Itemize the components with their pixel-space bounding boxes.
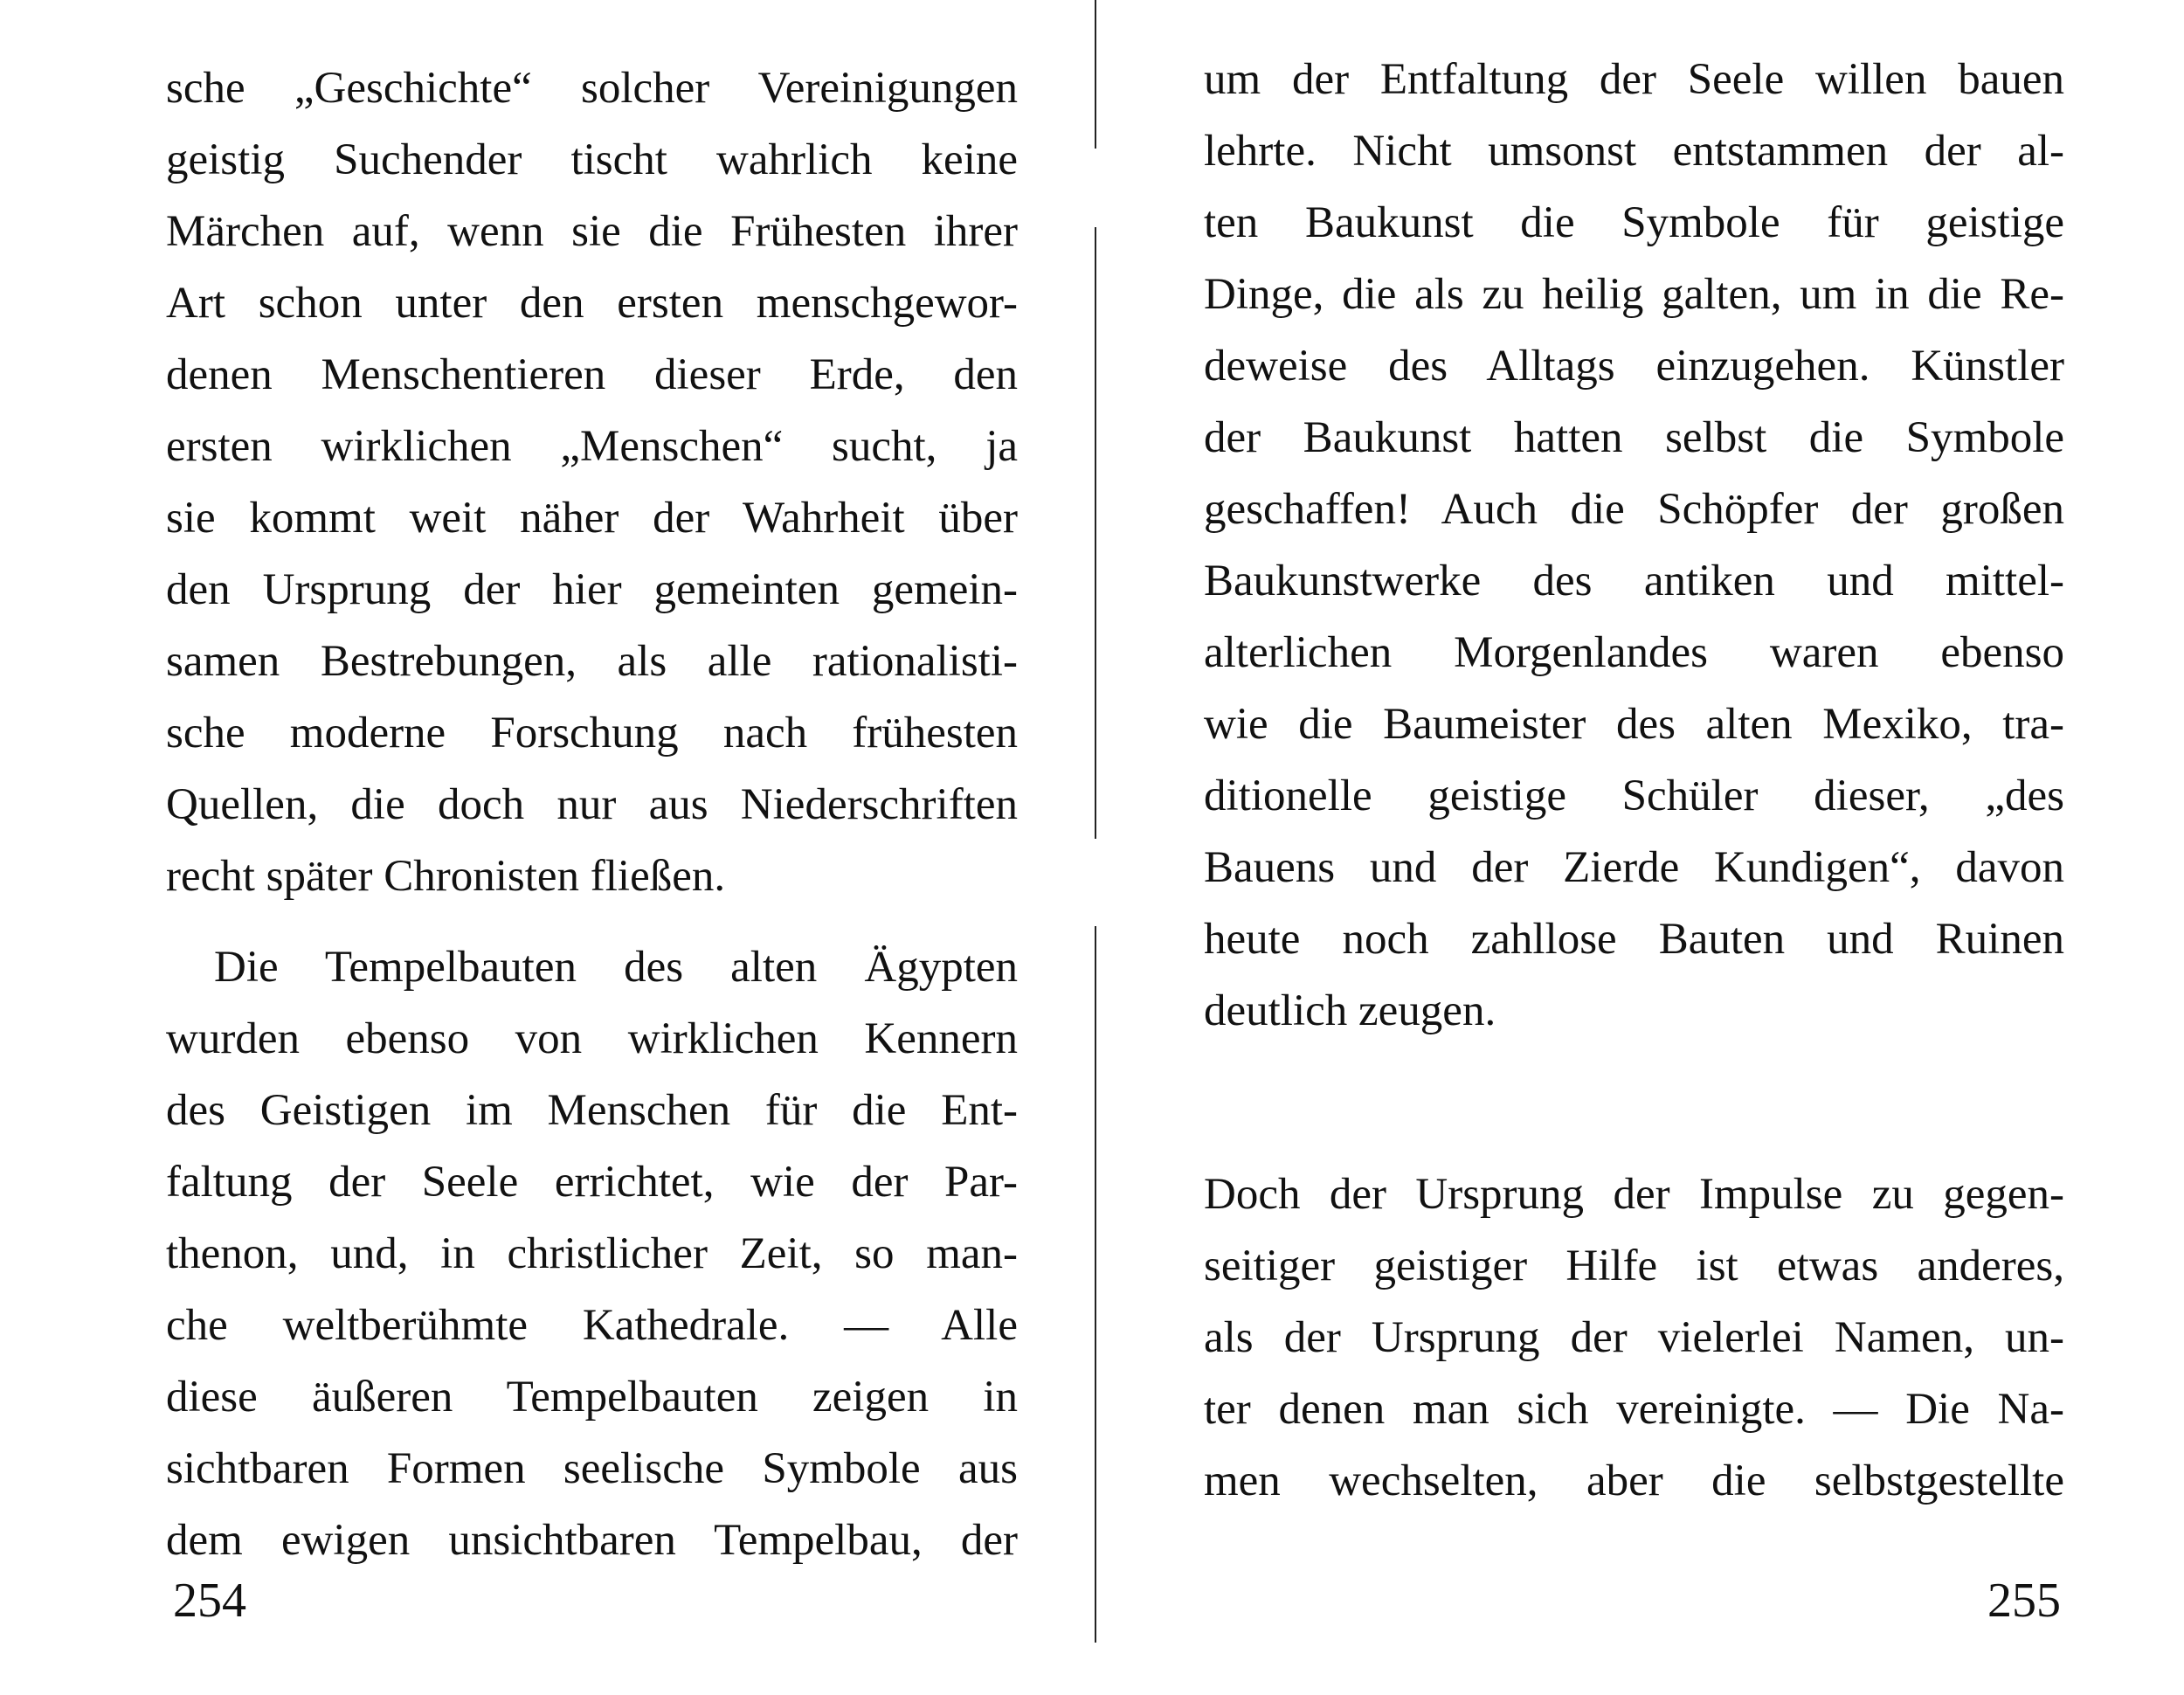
text-line: ditionelle geistige Schüler dieser, „des (1204, 771, 2064, 820)
text-line: den Ursprung der hier gemeinten gemein- (166, 565, 1018, 614)
text-line: faltung der Seele errichtet, wie der Par- (166, 1158, 1018, 1207)
page-number-right: 255 (1987, 1574, 2061, 1628)
gutter-line-middle (1095, 227, 1096, 839)
text-line: che weltberühmte Kathedrale. — Alle (166, 1301, 1018, 1350)
text-line: um der Entfaltung der Seele willen bauen (1204, 55, 2064, 104)
text-line: Art schon unter den ersten menschgewor- (166, 279, 1018, 328)
text-line: sche „Geschichte“ solcher Vereinigungen (166, 64, 1018, 113)
text-line: wurden ebenso von wirklichen Kennern (166, 1014, 1018, 1063)
text-line: Die Tempelbauten des alten Ägypten (214, 943, 1018, 992)
text-line: sie kommt weit näher der Wahrheit über (166, 494, 1018, 543)
text-line: geistig Suchender tischt wahrlich keine (166, 135, 1018, 184)
text-line: des Geistigen im Menschen für die Ent- (166, 1086, 1018, 1135)
text-line: lehrte. Nicht umsonst entstammen der al- (1204, 127, 2064, 176)
text-line: sche moderne Forschung nach frühesten (166, 709, 1018, 758)
text-line: men wechselten, aber die selbstgestellte (1204, 1456, 2064, 1505)
left-paragraph-2 (166, 931, 1018, 1576)
text-line: dem ewigen unsichtbaren Tempelbau, der (166, 1516, 1018, 1565)
text-line: Baukunstwerke des antiken und mittel- (1204, 557, 2064, 605)
text-line: wie die Baumeister des alten Mexiko, tra- (1204, 700, 2064, 749)
text-line: ersten wirklichen „Menschen“ sucht, ja (166, 422, 1018, 471)
text-line: Doch der Ursprung der Impulse zu gegen- (1204, 1170, 2064, 1219)
text-line: deutlich zeugen. (1204, 986, 1496, 1035)
text-line: ten Baukunst die Symbole für geistige (1204, 198, 2064, 247)
text-line: thenon, und, in christlicher Zeit, so man- (166, 1229, 1018, 1278)
text-line: Bauens und der Zierde Kundigen“, davon (1204, 843, 2064, 892)
text-line: deweise des Alltags einzugehen. Künstler (1204, 342, 2064, 391)
text-line: Märchen auf, wenn sie die Frühesten ihrer (166, 207, 1018, 256)
text-line: recht später Chronisten fließen. (166, 852, 726, 901)
right-paragraph-2 (1204, 1159, 2064, 1517)
left-paragraph-1 (166, 52, 1018, 912)
text-line: seitiger geistiger Hilfe ist etwas anderes, (1204, 1242, 2064, 1290)
text-line: samen Bestrebungen, als alle rationalisti- (166, 637, 1018, 686)
right-paragraph-1 (1204, 44, 2064, 1047)
text-line: Quellen, die doch nur aus Niederschriften (166, 780, 1018, 829)
text-line: alterlichen Morgenlandes waren ebenso (1204, 628, 2064, 677)
gutter-line-bottom (1095, 926, 1096, 1643)
text-line: heute noch zahllose Bauten und Ruinen (1204, 915, 2064, 964)
text-line: als der Ursprung der vielerlei Namen, un- (1204, 1313, 2064, 1362)
text-line: diese äußeren Tempelbauten zeigen in (166, 1373, 1018, 1422)
text-line: ter denen man sich vereinigte. — Die Na- (1204, 1385, 2064, 1434)
right-page (1204, 44, 2064, 1517)
text-line: Dinge, die als zu heilig galten, um in die Re- (1204, 270, 2064, 319)
left-page (166, 52, 1018, 1576)
text-line: der Baukunst hatten selbst die Symbole (1204, 413, 2064, 462)
gutter-line-top (1095, 0, 1096, 149)
text-line: geschaffen! Auch die Schöpfer der großen (1204, 485, 2064, 534)
text-line: sichtbaren Formen seelische Symbole aus (166, 1444, 1018, 1493)
page-number-left: 254 (173, 1574, 246, 1628)
text-line: denen Menschentieren dieser Erde, den (166, 350, 1018, 399)
